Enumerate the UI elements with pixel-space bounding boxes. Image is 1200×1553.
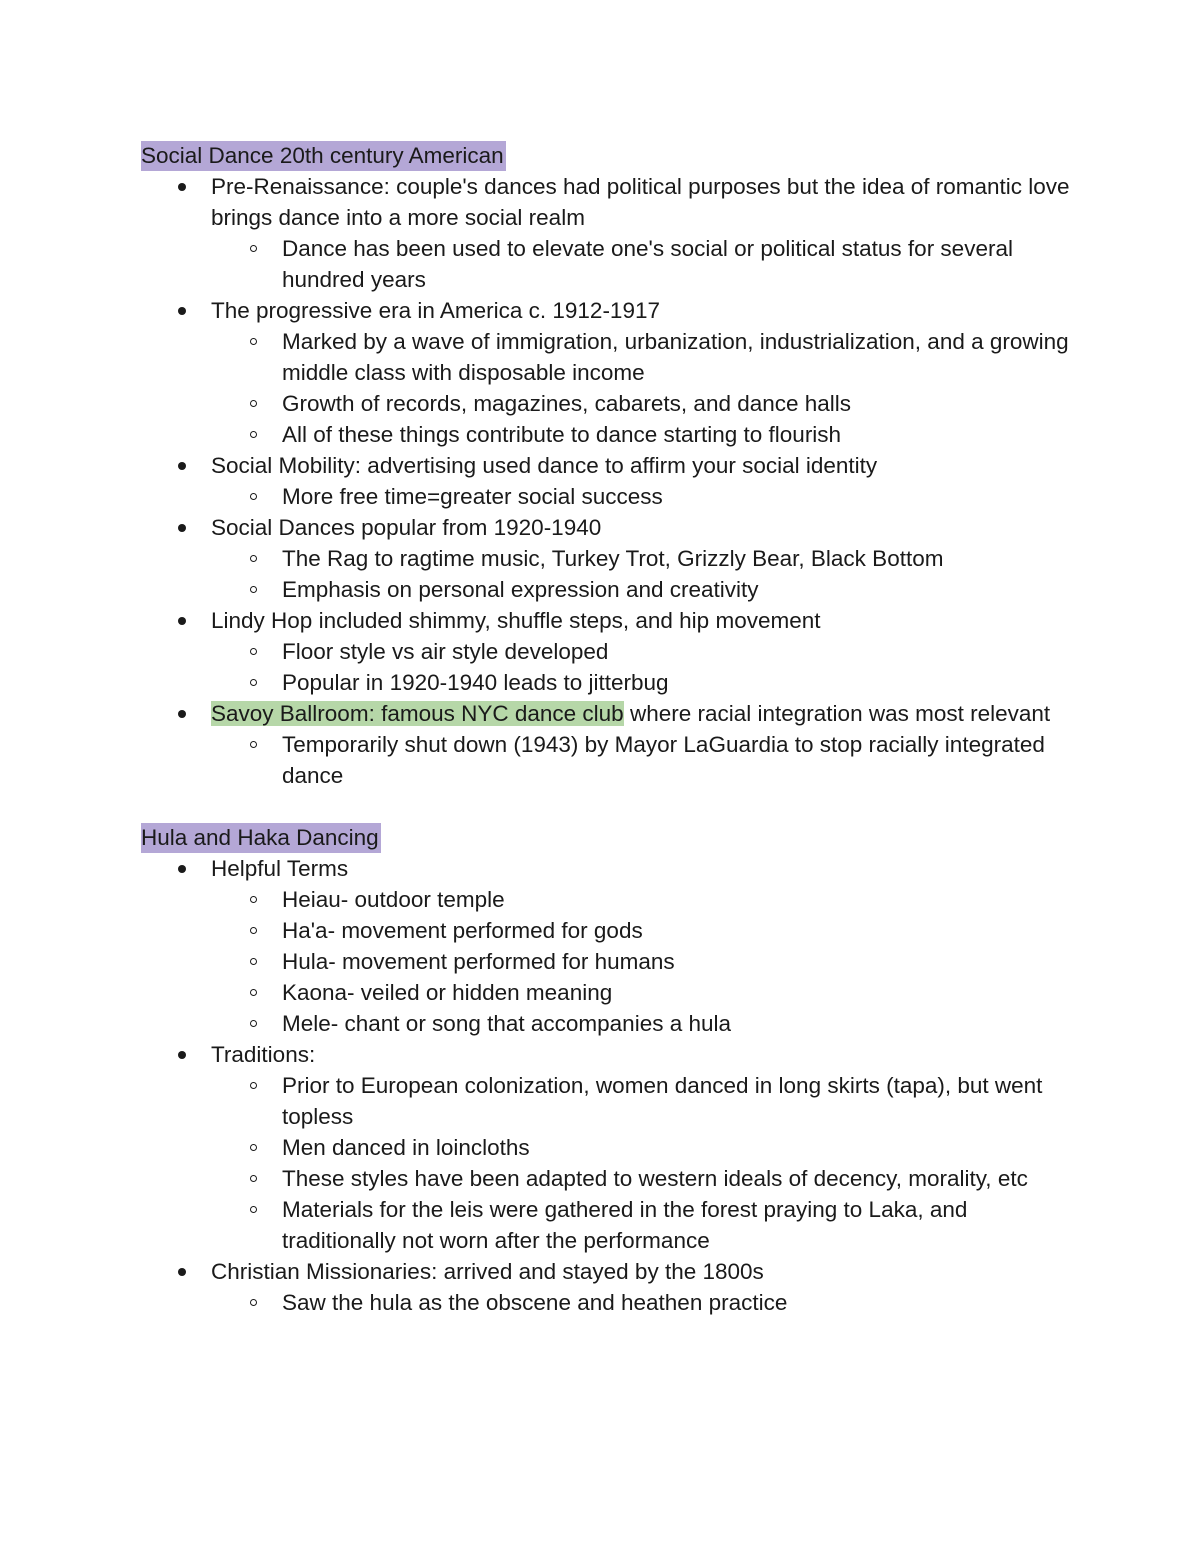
list-item bbox=[211, 605, 1071, 698]
filled-bullet-icon bbox=[178, 1051, 186, 1059]
sub-list-item bbox=[282, 419, 1071, 450]
hollow-bullet-icon bbox=[250, 741, 257, 748]
hollow-bullet-icon bbox=[250, 1020, 257, 1027]
hollow-bullet-icon bbox=[250, 896, 257, 903]
sub-item-text: Growth of records, magazines, cabarets, and dance halls bbox=[282, 391, 852, 416]
hollow-bullet-icon bbox=[250, 431, 257, 438]
hollow-bullet-icon bbox=[250, 1175, 257, 1182]
sub-item-text: Kaona- veiled or hidden meaning bbox=[282, 980, 613, 1005]
sub-list bbox=[211, 636, 1071, 698]
filled-bullet-icon bbox=[178, 462, 186, 470]
sub-item-text: Popular in 1920-1940 leads to jitterbug bbox=[282, 670, 669, 695]
sub-list-item bbox=[282, 388, 1071, 419]
sub-list-item-highlighted bbox=[282, 1287, 1071, 1318]
sub-item-text: Dance has been used to elevate one's social or political status for several hundred years bbox=[282, 236, 1013, 292]
hollow-bullet-icon bbox=[250, 958, 257, 965]
sub-list-item bbox=[282, 1194, 1071, 1256]
filled-bullet-icon bbox=[178, 617, 186, 625]
sub-item-text: Men danced in loincloths bbox=[282, 1135, 530, 1160]
list-item bbox=[211, 1039, 1071, 1256]
section-social-dance bbox=[141, 140, 1071, 791]
sub-item-text: Mele- chant or song that accompanies a hula bbox=[282, 1011, 732, 1036]
sub-item-text: Floor style vs air style developed bbox=[282, 639, 609, 664]
list-item-text: Social Mobility: advertising used dance to affirm your social identity bbox=[211, 453, 878, 478]
list-item-text: The progressive era in America c. 1912-1917 bbox=[211, 298, 660, 323]
sub-list-item bbox=[282, 1132, 1071, 1163]
hollow-bullet-icon bbox=[250, 555, 257, 562]
sub-item-text: Ha'a- movement performed for gods bbox=[282, 918, 643, 943]
filled-bullet-icon bbox=[178, 865, 186, 873]
filled-bullet-icon bbox=[178, 183, 186, 191]
hollow-bullet-icon bbox=[250, 989, 257, 996]
sub-list bbox=[211, 326, 1071, 450]
list-item-text: Christian Missionaries: arrived and stayed by the 1800s bbox=[211, 1259, 764, 1284]
list-item bbox=[211, 512, 1071, 605]
sub-list-item bbox=[282, 884, 1071, 915]
list-item bbox=[211, 295, 1071, 450]
sub-item-text: All of these things contribute to dance starting to flourish bbox=[282, 422, 842, 447]
sub-list-item bbox=[282, 636, 1071, 667]
bullet-list bbox=[141, 171, 1071, 791]
sub-list-item-highlighted bbox=[282, 574, 1071, 605]
sub-item-text: Hula- movement performed for humans bbox=[282, 949, 675, 974]
highlighted-text: Savoy Ballroom: famous NYC dance club bbox=[211, 701, 624, 726]
sub-list bbox=[211, 884, 1071, 1039]
hollow-bullet-icon bbox=[250, 1299, 257, 1306]
list-item bbox=[211, 853, 1071, 1039]
sub-list bbox=[211, 543, 1071, 605]
sub-item-text: Temporarily shut down (1943) by Mayor LaGuardia to stop racially integrated dance bbox=[282, 732, 1045, 788]
sub-list bbox=[211, 233, 1071, 295]
filled-bullet-icon bbox=[178, 307, 186, 315]
hollow-bullet-icon bbox=[250, 648, 257, 655]
hollow-bullet-icon bbox=[250, 338, 257, 345]
hollow-bullet-icon bbox=[250, 586, 257, 593]
sub-list-item bbox=[282, 326, 1071, 388]
sub-list bbox=[211, 729, 1071, 791]
list-item bbox=[211, 1256, 1071, 1318]
section-heading: Hula and Haka Dancing bbox=[141, 823, 381, 853]
list-item bbox=[211, 698, 1071, 791]
list-item-text-rest: where racial integration was most relevant bbox=[623, 701, 1051, 726]
hollow-bullet-icon bbox=[250, 1206, 257, 1213]
sub-item-text: Prior to European colonization, women danced in long skirts (tapa), but went topless bbox=[282, 1073, 1043, 1129]
list-item bbox=[211, 450, 1071, 512]
hollow-bullet-icon bbox=[250, 927, 257, 934]
sub-item-text: Emphasis on personal expression and creativity bbox=[282, 577, 759, 602]
sub-list-item bbox=[282, 233, 1071, 295]
section-hula-haka bbox=[141, 822, 1071, 1318]
list-item-text: Lindy Hop included shimmy, shuffle steps, and hip movement bbox=[211, 608, 821, 633]
list-item-text: Social Dances popular from 1920-1940 bbox=[211, 515, 602, 540]
list-item-text: Helpful Terms bbox=[211, 856, 349, 881]
sub-list-item bbox=[282, 946, 1071, 977]
list-item-text: Pre-Renaissance: couple's dances had political purposes but the idea of romantic love brings dance into a more social realm bbox=[211, 174, 1070, 230]
bullet-list bbox=[141, 853, 1071, 1318]
hollow-bullet-icon bbox=[250, 1082, 257, 1089]
filled-bullet-icon bbox=[178, 710, 186, 718]
sub-item-text: Materials for the leis were gathered in the forest praying to Laka, and traditionally not worn after the performance bbox=[282, 1197, 968, 1253]
sub-item-text: These styles have been adapted to western ideals of decency, morality, etc bbox=[282, 1166, 1028, 1191]
sub-list bbox=[211, 1070, 1071, 1256]
sub-item-text: Saw the hula as the obscene and heathen practice bbox=[282, 1290, 788, 1315]
sub-list bbox=[211, 481, 1071, 512]
sub-list-item bbox=[282, 1008, 1071, 1039]
sub-list-item bbox=[282, 543, 1071, 574]
filled-bullet-icon bbox=[178, 1268, 186, 1276]
filled-bullet-icon bbox=[178, 524, 186, 532]
hollow-bullet-icon bbox=[250, 400, 257, 407]
sub-list-item bbox=[282, 481, 1071, 512]
hollow-bullet-icon bbox=[250, 679, 257, 686]
sub-list-item bbox=[282, 1070, 1071, 1132]
sub-item-text: The Rag to ragtime music, Turkey Trot, Grizzly Bear, Black Bottom bbox=[282, 546, 944, 571]
list-item-text: Traditions: bbox=[211, 1042, 316, 1067]
hollow-bullet-icon bbox=[250, 493, 257, 500]
sub-list bbox=[211, 1287, 1071, 1318]
list-item-text bbox=[211, 701, 1050, 726]
sub-item-text: Heiau- outdoor temple bbox=[282, 887, 505, 912]
sub-item-text: More free time=greater social success bbox=[282, 484, 663, 509]
list-item bbox=[211, 171, 1071, 295]
document-page bbox=[141, 140, 1071, 1318]
sub-list-item bbox=[282, 915, 1071, 946]
section-heading: Social Dance 20th century American bbox=[141, 141, 506, 171]
sub-item-text: Marked by a wave of immigration, urbanization, industrialization, and a growing middle class with disposable income bbox=[282, 329, 1069, 385]
sub-list-item bbox=[282, 1163, 1071, 1194]
sub-list-item bbox=[282, 667, 1071, 698]
sub-list-item bbox=[282, 729, 1071, 791]
hollow-bullet-icon bbox=[250, 1144, 257, 1151]
sub-list-item bbox=[282, 977, 1071, 1008]
hollow-bullet-icon bbox=[250, 245, 257, 252]
